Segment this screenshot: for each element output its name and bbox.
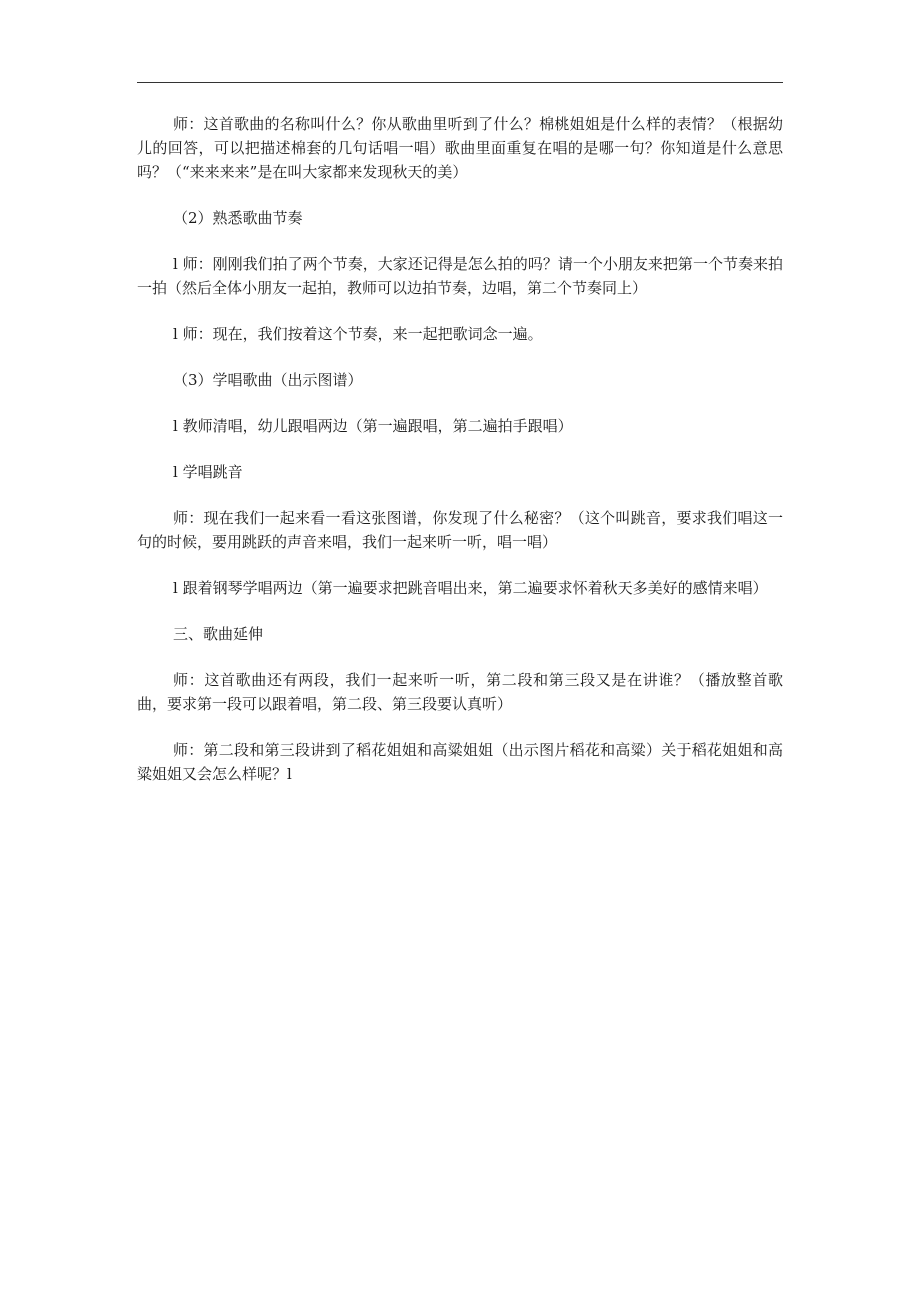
paragraph-two-more-verses: 师：这首歌曲还有两段，我们一起来听一听，第二段和第三段又是在讲谁？（播放整首歌曲，要求第一段可以跟着唱，第二段、第三段要认真听） xyxy=(137,671,783,713)
document-body xyxy=(137,112,783,808)
paragraph-piano-sing: l 跟着钢琴学唱两边（第一遍要求把跳音唱出来，第二遍要求怀着秋天多美好的感情来唱） xyxy=(173,579,768,597)
paragraph-rice-sorghum: 师：第二段和第三段讲到了稻花姐姐和高粱姐姐（出示图片稻花和高粱）关于稻花姐姐和高粱姐姐又会怎么样呢？l xyxy=(137,741,783,783)
paragraph-question-song-name: 师：这首歌曲的名称叫什么？你从歌曲里听到了什么？棉桃姐姐是什么样的表情？（根据幼儿的回答，可以把描述棉套的几句话唱一唱）歌曲里面重复在唱的是哪一句？你知道是什么意思吗？（“来来来来”是在叫大家都来发现秋天的美） xyxy=(137,115,783,181)
paragraph-recite-lyrics: l 师：现在，我们按着这个节奏，来一起把歌词念一遍。 xyxy=(173,325,543,343)
paragraph-heading-learn-song: （3）学唱歌曲（出示图谱） xyxy=(173,371,363,389)
paragraph-staccato-explain: 师：现在我们一起来看一看这张图谱，你发现了什么秘密？（这个叫跳音，要求我们唱这一句的时候，要用跳跃的声音来唱，我们一起来听一听，唱一唱） xyxy=(137,509,783,551)
paragraph-heading-rhythm: （2）熟悉歌曲节奏 xyxy=(173,209,303,227)
header-divider xyxy=(137,82,783,83)
paragraph-staccato: l 学唱跳音 xyxy=(173,463,243,481)
paragraph-rhythm-clap: l 师：刚刚我们拍了两个节奏，大家还记得是怎么拍的吗？请一个小朋友来把第一个节奏来拍一拍（然后全体小朋友一起拍，教师可以边拍节奏，边唱，第二个节奏同上） xyxy=(137,255,783,297)
paragraph-teacher-sing: l 教师清唱，幼儿跟唱两边（第一遍跟唱，第二遍拍手跟唱） xyxy=(173,417,573,435)
paragraph-heading-extension: 三、歌曲延伸 xyxy=(173,625,264,643)
